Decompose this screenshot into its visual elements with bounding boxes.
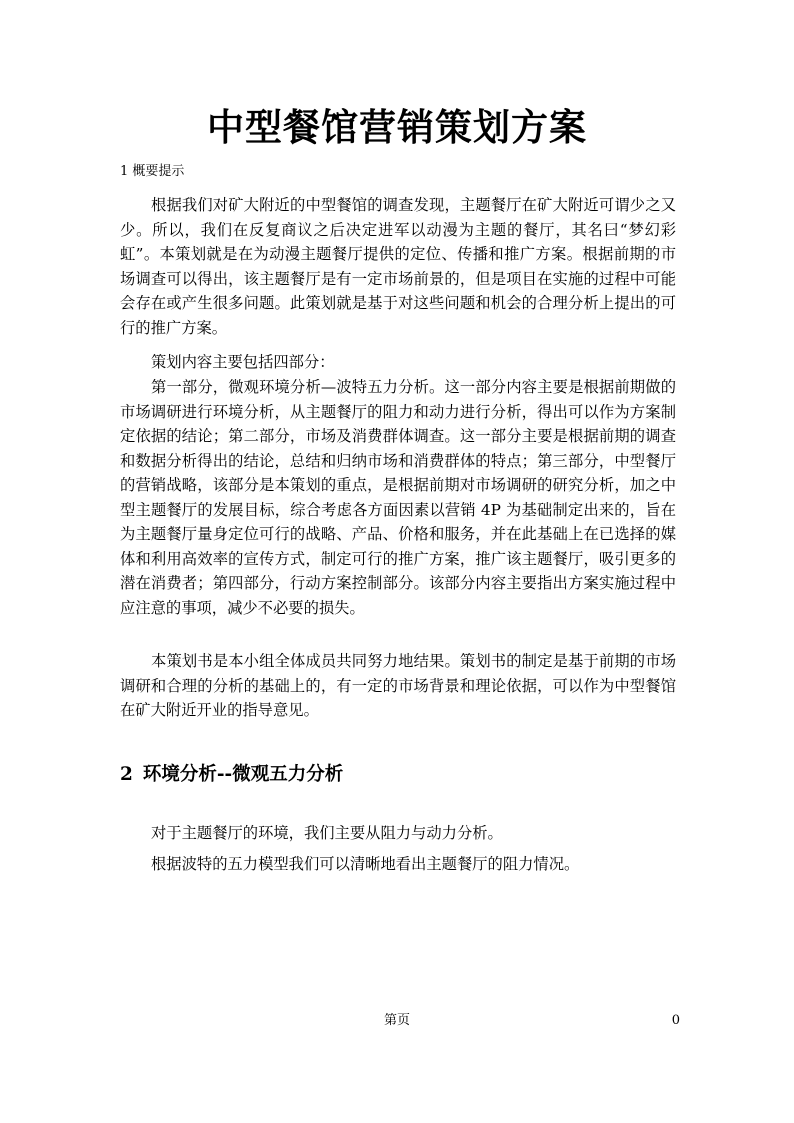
- footer-page-label: 第页: [383, 1013, 410, 1028]
- paragraph-intro: 根据我们对矿大附近的中型餐馆的调查发现，主题餐厅在矿大附近可谓少之又少。所以，我们在反复商议之后决定进军以动漫为主题的餐厅，其名曰“梦幻彩虹”。本策划就是在为动漫主题餐厅提供的定位、传播和推广方案。根据前期的市场调查可以得出，该主题餐厅是有一定市场前景的，但是项目在实施的过程中可能会存在或产生很多问题。此策划就是基于对这些问题和机会的合理分析上提出的可行的推广方案。: [120, 196, 676, 337]
- paragraph-contents-intro: 策划内容主要包括四部分：: [151, 353, 335, 371]
- section-2-heading: [120, 760, 343, 790]
- paragraph-five-forces: 根据波特的五力模型我们可以清晰地看出主题餐厅的阻力情况。: [151, 855, 580, 873]
- footer-page-number: 0: [671, 1013, 680, 1028]
- section-1-heading: 1 概要提示: [120, 164, 185, 179]
- section-2-title: 环境分析--微观五力分析: [142, 764, 344, 785]
- paragraph-environment: 对于主题餐厅的环境，我们主要从阻力与动力分析。: [151, 824, 503, 842]
- paragraph-conclusion: 本策划书是本小组全体成员共同努力地结果。策划书的制定是基于前期的市场调研和合理的分析的基础上的，有一定的市场背景和理论依据，可以作为中型餐馆在矿大附近开业的指导意见。: [120, 652, 676, 719]
- document-title: 中型餐馆营销策划方案: [207, 105, 587, 149]
- paragraph-four-parts: 第一部分，微观环境分析—波特五力分析。这一部分内容主要是根据前期做的市场调研进行环境分析，从主题餐厅的阻力和动力进行分析，得出可以作为方案制定依据的结论；第二部分，市场及消费群体调查。这一部分主要是根据前期的调查和数据分析得出的结论，总结和归纳市场和消费群体的特点；第三部分，中型餐厅的营销战略，该部分是本策划的重点，是根据前期对市场调研的研究分析，加之中型主题餐厅的发展目标，综合考虑各方面因素以营销 4P 为基础制定出来的，旨在为主题餐厅量身定位可行的战略、产品、价格和服务，并在此基础上在已选择的媒体和利用高效率的宣传方式，制定可行的推广方案，推广该主题餐厅，吸引更多的潜在消费者；第四部分，行动方案控制部分。该部分内容主要指出方案实施过程中应注意的事项，减少不必要的损失。: [120, 378, 676, 617]
- section-2-number: 2: [120, 764, 133, 785]
